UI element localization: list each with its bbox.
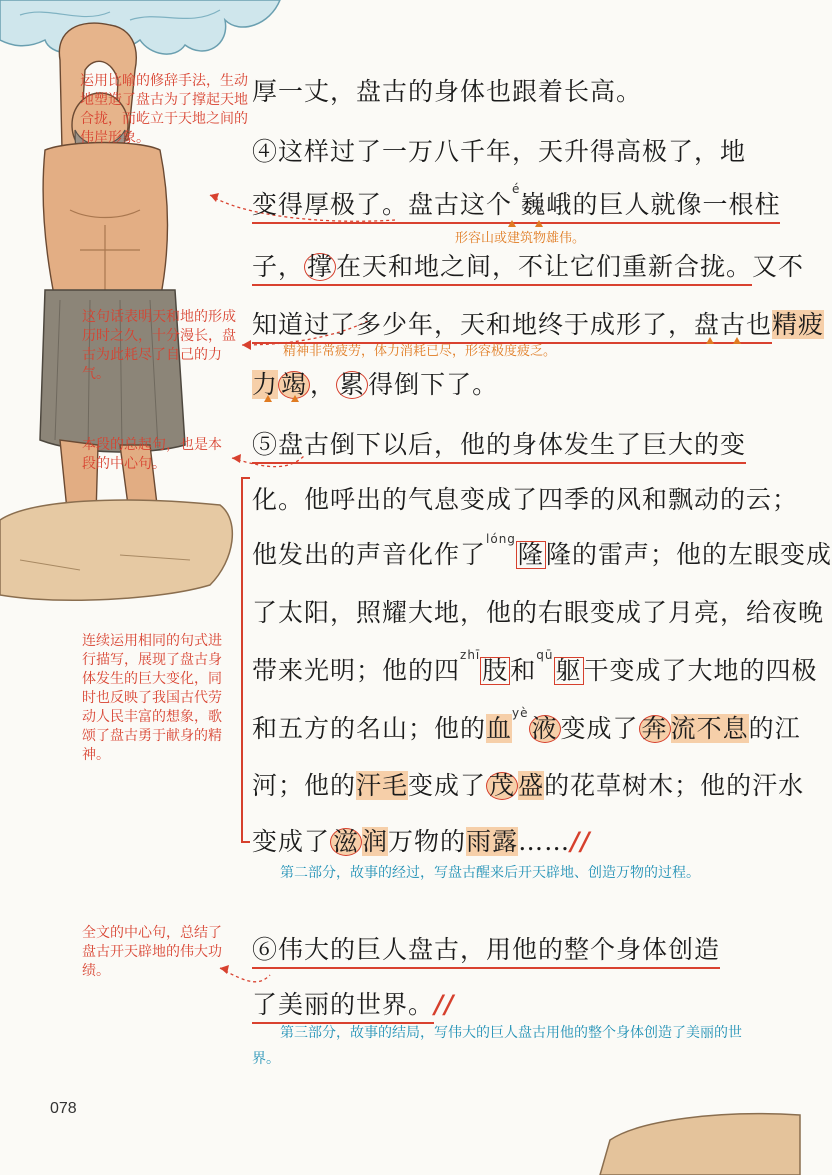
- char: 峨: [546, 190, 573, 219]
- page-number: 078: [50, 1100, 77, 1117]
- gloss-marker: [706, 337, 714, 344]
- text-span: 得倒下了。: [368, 370, 499, 399]
- text-span: 的花草树木；他的汗水: [544, 771, 805, 800]
- text-line-7: [252, 425, 746, 461]
- char-with-pinyin: [536, 648, 583, 685]
- text-span: 知道过了多少年，天和地终于成形了，盘古也: [252, 310, 773, 339]
- text-span: 又不: [752, 252, 805, 281]
- side-note-time: 这句话表明天和地的形成历时之久，十分漫长，盘古为此耗尽了自己的力气。: [82, 309, 236, 382]
- text-span: ④这样过了一万八千年，天升得高极了，地: [252, 137, 747, 166]
- text-span: 变成了: [252, 827, 331, 856]
- underlined-text: [252, 252, 752, 286]
- side-note-metaphor: 运用比喻的修辞手法，生动地塑造了盘古为了撑起天地合拢，而屹立于天地之间的伟岸形象。: [80, 73, 248, 146]
- circled-char: 奔: [639, 715, 671, 743]
- text-line-2: [252, 132, 746, 168]
- text-span: 了太阳，照耀大地，他的右眼变成了月亮，给夜晚: [252, 598, 825, 627]
- circled-char: 竭: [278, 371, 310, 399]
- text-line-9: [252, 532, 832, 571]
- rock-illustration: [0, 500, 232, 600]
- text-span: ……: [518, 827, 571, 856]
- pinyin: é: [512, 182, 521, 196]
- cloud-illustration: [0, 0, 280, 54]
- paragraph-bracket: [242, 478, 250, 842]
- text-line-5: [252, 305, 824, 341]
- underlined-text: ⑥伟大的巨人盘古，用他的整个身体创造: [252, 935, 720, 969]
- text-line-13: [252, 766, 804, 802]
- rock-corner-illustration: [600, 1114, 800, 1175]
- text-span: 的江: [748, 714, 801, 743]
- text-line-11: [252, 648, 818, 687]
- text-span: 带来光明；他的四: [252, 656, 461, 685]
- text-span: 在天和地之间，不让它们重新合拢。: [336, 252, 753, 281]
- gloss-marker: [291, 395, 299, 402]
- text-span: 他发出的声音化作了: [252, 540, 487, 569]
- text-span: 子，: [252, 252, 305, 281]
- text-span: 厚一丈，盘古的身体也跟着长高。: [252, 77, 643, 106]
- side-note-parallel: 连续运用相同的句式进行描写，展现了盘古身体发生的巨大变化，同时也反映了我国古代劳动人民丰富的想象，歌颂了盘古勇于献身的精神。: [82, 633, 222, 763]
- section-divider-mark: //: [434, 990, 455, 1019]
- circled-char: 滋: [330, 828, 362, 856]
- pinyin: lóng: [486, 532, 516, 546]
- underlined-text: [252, 310, 772, 344]
- text-span: 变成了: [560, 714, 639, 743]
- pinyin: yè: [512, 706, 529, 720]
- gloss-lofty: 形容山或建筑物雄伟。: [455, 231, 586, 246]
- highlighted-word: 血: [486, 714, 513, 743]
- text-span: 河；他的: [252, 771, 357, 800]
- char-with-pinyin: [512, 182, 547, 219]
- pinyin: qū: [536, 648, 554, 662]
- circled-char: 液: [529, 715, 561, 743]
- text-span: 隆的雷声；他的左眼变成: [545, 540, 832, 569]
- text-line-1: [252, 72, 642, 108]
- highlighted-word: 雨露: [466, 827, 519, 856]
- text-line-4: [252, 247, 804, 283]
- text-span: 干变成了大地的四极: [583, 656, 818, 685]
- text-line-3: [252, 182, 781, 221]
- text-span: 和: [510, 656, 537, 685]
- side-note-topic-sentence: 本段的总起句，也是本段的中心句。: [82, 437, 222, 472]
- circled-char: 茂: [486, 772, 518, 800]
- char-with-pinyin: [512, 706, 561, 743]
- boxed-char: 隆: [517, 540, 544, 569]
- section-summary-2: 第二部分，故事的经过，写盘古醒来后开天辟地、创造万物的过程。: [280, 865, 700, 881]
- text-line-10: [252, 593, 824, 629]
- text-span: 万物的: [388, 827, 467, 856]
- char-with-pinyin: [460, 648, 510, 685]
- underlined-text: [252, 182, 781, 224]
- section-divider-mark: //: [570, 827, 591, 856]
- highlighted-word: 汗毛: [356, 771, 409, 800]
- highlighted-word: 力: [252, 370, 279, 399]
- highlighted-word: 精疲: [772, 310, 825, 339]
- text-span: 化。他呼出的气息变成了四季的风和飘动的云；: [252, 485, 799, 514]
- text-line-16: [252, 985, 454, 1021]
- boxed-char: 肢: [482, 656, 509, 685]
- gloss-marker: [508, 220, 516, 227]
- text-span: 的巨人就像一根柱: [572, 190, 781, 219]
- underlined-text: 了美丽的世界。: [252, 990, 434, 1024]
- text-span: ，: [310, 370, 337, 399]
- circled-char: 撑: [304, 253, 336, 281]
- char-with-pinyin: [486, 532, 546, 569]
- boxed-char: 躯: [555, 656, 582, 685]
- highlighted-word: 润: [362, 827, 389, 856]
- text-span: 和五方的名山；他的: [252, 714, 487, 743]
- section-summary-3: 第三部分，故事的结局，写伟大的巨人盘古用他的整个身体创造了美丽的世界。: [252, 1025, 742, 1067]
- text-span: 变得厚极了。盘古这个: [252, 190, 513, 219]
- gloss-marker: [264, 395, 272, 402]
- highlighted-word: 盛: [518, 771, 545, 800]
- gloss-marker: [733, 337, 741, 344]
- text-line-12: [252, 706, 801, 745]
- gloss-exhausted: 精神非常疲劳，体力消耗已尽，形容极度疲乏。: [283, 344, 557, 359]
- circled-char: 累: [336, 371, 368, 399]
- text-line-15: [252, 930, 720, 966]
- side-note-central: 全文的中心句，总结了盘古开天辟地的伟大功绩。: [82, 925, 222, 979]
- char: 巍: [520, 190, 547, 219]
- underlined-text: ⑤盘古倒下以后，他的身体发生了巨大的变: [252, 430, 746, 464]
- highlighted-word: 流不息: [670, 714, 749, 743]
- text-span: 变成了: [408, 771, 487, 800]
- text-line-14: [252, 822, 590, 858]
- pinyin: zhī: [460, 648, 481, 662]
- gloss-marker: [535, 220, 543, 227]
- text-line-8: [252, 480, 798, 516]
- text-line-6: [252, 365, 498, 401]
